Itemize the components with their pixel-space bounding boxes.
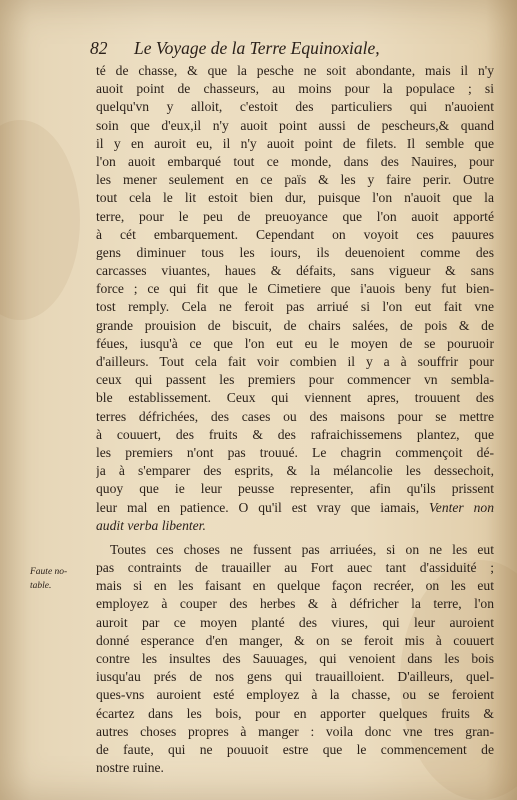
text-line: gens diminuer tous les iours, ils deuenoient comme des	[96, 244, 494, 260]
paragraph-2	[96, 541, 494, 777]
text-line: ques-vns auroient esté employez à la chasse, ou se feroient	[96, 687, 494, 703]
text-line: terre, pour le peu de preuoyance que l'on auoit apporté	[96, 208, 494, 224]
latin-quote-line	[96, 517, 494, 535]
text-line: il y en auroit eu, il n'y auoit point de filets. Il semble que	[96, 135, 494, 151]
text-line: mais si en les faisant en quelque façon recréer, on les eut	[96, 578, 494, 594]
text-line: écartez dans les bois, pour en apporter quelques fruits &	[96, 705, 494, 721]
text-line: auoit point de chasseurs, au moins pour la populace ; si	[96, 81, 494, 97]
text-line: terres défrichées, des cases ou des maisons pour se mettre	[96, 408, 494, 424]
text-line: tout cela le lit estoit bien dur, puisque l'on n'auoit que la	[96, 190, 494, 206]
text-line: té de chasse, & que la pesche ne soit abondante, mais il n'y	[96, 63, 494, 78]
text-line: féues, iusqu'à ce que l'on eut eu le moyen de se pouruoir	[96, 335, 494, 351]
text-line: à cét embarquement. Cependant on voyoit ces pauures	[96, 226, 494, 242]
text-line: carcasses viuantes, haues & défaits, sans vigueur & sans	[96, 263, 494, 279]
page-number: 82	[90, 38, 108, 58]
text-line: tost remply. Cela ne feroit pas arriué si l'on eut fait vne	[96, 299, 494, 315]
text-line: de faute, qui ne pouuoit estre que le commencement de	[96, 741, 494, 757]
text-line: à couuert, des fruits & des rafraichissemens plantez, que	[96, 426, 494, 442]
text-line: force ; ce qui fit que le Cimetiere que i'auois beny fut bien-	[96, 281, 494, 297]
text-line: soin que d'eux,il n'y auoit point aussi de pescheurs,& quand	[96, 117, 494, 133]
text-line: employez à couper des herbes & à défricher la terre, l'on	[96, 596, 494, 612]
text-line: les mener seulement en ce païs & les y faire perir. Outre	[96, 172, 494, 188]
running-header	[90, 38, 490, 59]
text-line: grande prouision de biscuit, de chairs salées, de pois & de	[96, 317, 494, 333]
text-line: quoy que ie leur peusse representer, afin qu'ils prissent	[96, 481, 494, 497]
latin-quote: Venter non	[429, 499, 494, 515]
text-line: auroit par ce moyen planté des viures, qui leur auroient	[96, 614, 494, 630]
latin-quote: audit verba libenter.	[96, 517, 206, 533]
text-line: Toutes ces choses ne fussent pas arriuées, si on ne les eut	[110, 541, 494, 557]
text-line: les premiers n'ont pas trouué. Le chagrin commençoit dé-	[96, 444, 494, 460]
text-line: donné esperance d'en manger, & on se feroit mis à couuert	[96, 632, 494, 648]
text-line: l'on auoit embarqué tout ce monde, dans des Nauires, pour	[96, 153, 494, 169]
body-text	[96, 62, 494, 777]
running-title: Le Voyage de la Terre Equinoxiale,	[134, 38, 380, 58]
text-line: ja à s'emparer des esprits, & la mélancolie les dessechoit,	[96, 463, 494, 479]
marginal-note-line: Faute no-	[30, 567, 68, 577]
text-line: quelqu'vn y alloit, c'estoit des particuliers qui n'auoient	[96, 99, 494, 115]
text-line: contre les insultes des Sauuages, qui venoient dans les bois	[96, 651, 494, 666]
text-line: nostre ruine.	[96, 760, 164, 776]
marginal-note	[30, 565, 90, 593]
text-line: ceux qui passent les premiers pour commencer vn sembla-	[96, 372, 494, 388]
text-line: iusqu'au prés de nos gens qui trauailloient. D'ailleurs, quel-	[96, 669, 494, 685]
paper-stain	[0, 120, 80, 320]
paragraph-1	[96, 62, 494, 535]
text-line: ble establissement. Ceux qui viennent apres, trouuent des	[96, 390, 494, 406]
text-line: d'ailleurs. Tout cela fait voir combien il y a à souffrir pour	[96, 354, 494, 369]
text-fragment: leur mal en patience. O qu'il est vray que iamais,	[96, 499, 420, 515]
text-line: pas contraints de trauailler au Fort auec tant d'assiduité ;	[96, 560, 494, 576]
text-line-with-quote	[96, 499, 494, 517]
marginal-note-line: table.	[30, 581, 52, 591]
text-line: autres choses propres à manger : voila donc vne tres gran-	[96, 723, 494, 739]
